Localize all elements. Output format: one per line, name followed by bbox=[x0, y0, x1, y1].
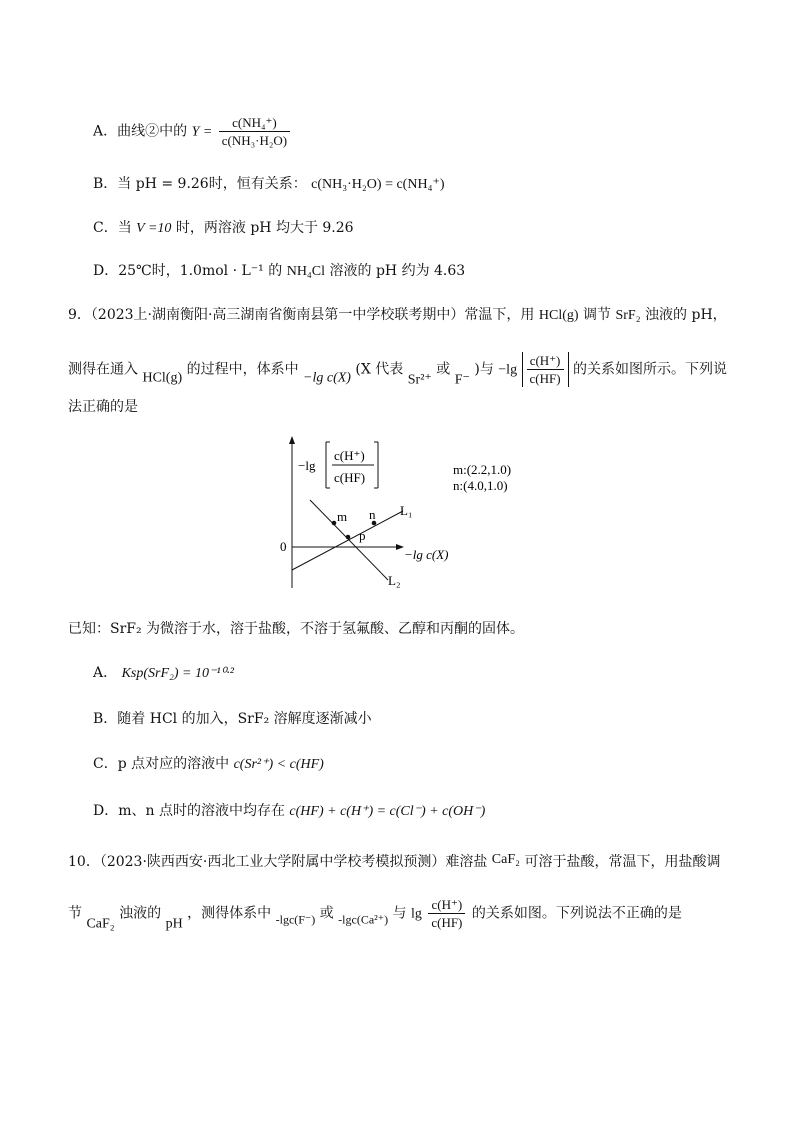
q8-option-c-math: V =10 bbox=[136, 221, 172, 236]
q9-lg: −lg bbox=[498, 362, 518, 378]
q9-stem-text-4: 测得在通入 bbox=[68, 361, 138, 378]
q9-stem-text-8: 的关系如图所示。下列说 bbox=[573, 361, 728, 378]
q9-stem-text-2: 调节 bbox=[583, 307, 612, 323]
q8-option-b bbox=[93, 175, 445, 194]
q8-option-d-math: NH₄Cl bbox=[286, 264, 326, 279]
q9-srf2: SrF₂ bbox=[615, 308, 641, 323]
line-l2-label: L₂ bbox=[388, 573, 401, 588]
q10-lgc-ca: -lgc(Ca²⁺) bbox=[338, 912, 389, 927]
q10-ratio-denominator: c(HF) bbox=[431, 915, 463, 930]
line-l1 bbox=[292, 511, 403, 570]
q9-option-a-label: A． bbox=[93, 665, 118, 681]
q10-stem-or: 或 bbox=[319, 905, 334, 922]
q10-ratio-fraction bbox=[428, 896, 465, 931]
q9-stem-text-1: 9．（2023上·湖南衡阳·高三湖南省衡南县第一中学校联考期中）常温下，用 bbox=[68, 307, 535, 323]
q8-option-a-denominator: c(NH₃·H₂O) bbox=[221, 133, 288, 148]
x-axis-label: −lg c(X) bbox=[404, 547, 449, 562]
q8-option-c-rest: 时，两溶液 pH 均大于 9.26 bbox=[175, 220, 354, 236]
q9-option-b bbox=[93, 710, 372, 728]
q10-ph: pH bbox=[165, 916, 183, 932]
q8-option-a-y: Y = bbox=[191, 124, 213, 140]
q9-option-b-text: B．随着 HCl 的加入，SrF₂ 溶解度逐渐减小 bbox=[93, 711, 372, 727]
q10-ratio-numerator: c(H⁺) bbox=[428, 896, 465, 914]
q10-stem-text-6: 与 bbox=[392, 905, 407, 922]
q9-stem-line3 bbox=[68, 398, 138, 416]
q8-option-a-prefix: A．曲线②中的 bbox=[93, 123, 188, 140]
q9-ratio-denominator: c(HF) bbox=[529, 371, 561, 386]
y-axis-label-prefix: −lg bbox=[298, 458, 316, 473]
point-m-label: m bbox=[337, 509, 348, 524]
q10-stem-text-7: 的关系如图。下列说法不正确的是 bbox=[471, 905, 682, 922]
q8-option-c-prefix: C．当 bbox=[93, 220, 132, 236]
point-n-label: n bbox=[369, 507, 376, 522]
q10-stem-text-5: ，测得体系中 bbox=[187, 905, 272, 922]
q9-lgcx: −lg c(X) bbox=[303, 370, 351, 386]
q8-option-b-prefix: B．当 pH = 9.26时，恒有关系： bbox=[93, 176, 307, 192]
q9-ratio-numerator: c(H⁺) bbox=[527, 352, 564, 370]
q9-hcl-2: HCl(g) bbox=[142, 370, 183, 386]
q10-caf2-2: CaF₂ bbox=[86, 916, 115, 932]
q9-stem-line2 bbox=[68, 352, 727, 390]
q9-stem-line1 bbox=[68, 306, 727, 325]
q9-stem-text-3: 浊液的 pH， bbox=[645, 307, 727, 323]
q9-hcl: HCl(g) bbox=[538, 308, 579, 323]
q9-option-c-label: C．p 点对应的溶液中 bbox=[93, 756, 230, 772]
q8-option-a-fraction bbox=[219, 114, 290, 149]
point-m bbox=[332, 521, 337, 526]
q9-option-d-math: c(HF) + c(H⁺) = c(Cl⁻) + c(OH⁻) bbox=[289, 804, 486, 819]
q10-lgc-f: -lgc(F⁻) bbox=[275, 912, 316, 927]
y-axis-arrow bbox=[289, 436, 295, 444]
point-p bbox=[346, 535, 351, 540]
q10-stem-text-3: 节 bbox=[68, 905, 82, 922]
q9-option-a bbox=[93, 664, 234, 683]
q9-option-d bbox=[93, 802, 485, 821]
q8-option-b-equation: c(NH₃·H₂O) = c(NH₄⁺) bbox=[311, 177, 445, 192]
legend-m: m:(2.2,1.0) bbox=[453, 462, 512, 477]
line-l2 bbox=[310, 500, 388, 580]
q10-caf2: CaF₂ bbox=[491, 852, 521, 867]
q9-option-c bbox=[93, 755, 324, 774]
q8-option-c bbox=[93, 219, 354, 238]
x-axis-arrow bbox=[396, 544, 404, 550]
q9-option-a-math: Ksp(SrF₂) = 10⁻¹⁰·² bbox=[121, 666, 234, 681]
q10-stem-text-1: 10．（2023·陕西西安·西北工业大学附属中学校考模拟预测）难溶盐 bbox=[68, 854, 488, 870]
point-p-label: p bbox=[359, 528, 366, 543]
q9-f-ion: F⁻ bbox=[454, 372, 470, 388]
y-axis-label-numerator: c(H⁺) bbox=[334, 448, 365, 463]
legend-n: n:(4.0,1.0) bbox=[453, 478, 508, 493]
q9-stem-or: 或 bbox=[436, 361, 451, 378]
q8-option-d-rest: 溶液的 pH 约为 4.63 bbox=[329, 263, 466, 279]
q9-stem-text-7: )与 bbox=[474, 361, 494, 378]
q9-known bbox=[68, 620, 524, 638]
y-axis-label-denominator: c(HF) bbox=[334, 470, 366, 485]
q9-ratio-bracket bbox=[522, 352, 569, 387]
q8-option-a bbox=[93, 114, 292, 149]
q8-option-d-prefix: D．25℃时，1.0mol · L⁻¹ 的 bbox=[93, 263, 283, 279]
q10-stem-text-2: 可溶于盐酸，常温下，用盐酸调 bbox=[524, 854, 721, 870]
q9-graph bbox=[270, 430, 512, 600]
line-l1-label: L₁ bbox=[400, 503, 413, 518]
q10-stem-line2 bbox=[68, 896, 682, 934]
q9-stem-text-5: 的过程中，体系中 bbox=[186, 361, 299, 378]
q10-lg: lg bbox=[411, 906, 422, 922]
q10-stem-line1 bbox=[68, 851, 720, 871]
origin-label: 0 bbox=[280, 539, 287, 554]
q9-known-text: 已知：SrF₂ 为微溶于水，溶于盐酸，不溶于氢氟酸、乙醇和丙酮的固体。 bbox=[68, 621, 525, 637]
q9-option-d-label: D．m、n 点时的溶液中均存在 bbox=[93, 803, 285, 819]
q9-stem-text-6: (X 代表 bbox=[355, 361, 404, 378]
q9-ratio-fraction bbox=[527, 352, 564, 387]
q8-option-a-numerator: c(NH₄⁺) bbox=[219, 114, 290, 132]
q9-sr-ion: Sr²⁺ bbox=[407, 372, 432, 388]
q9-option-c-math: c(Sr²⁺) < c(HF) bbox=[233, 757, 324, 772]
q8-option-d bbox=[93, 262, 465, 281]
q9-stem-text-9: 法正确的是 bbox=[68, 399, 138, 415]
q10-stem-text-4: 浊液的 bbox=[119, 905, 162, 922]
